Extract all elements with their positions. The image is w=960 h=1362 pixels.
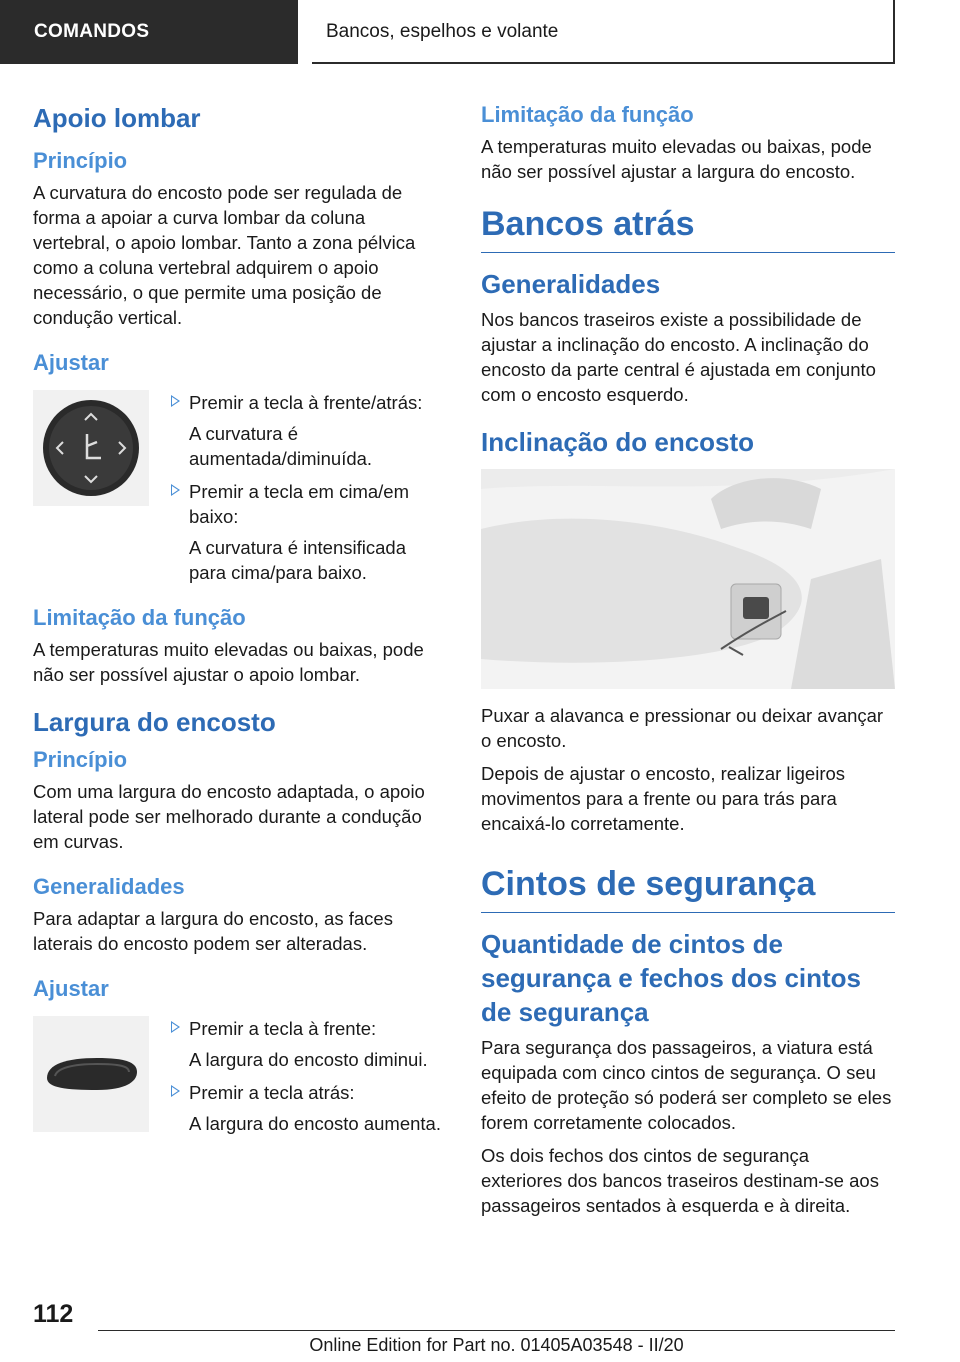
heading-inclinacao: Inclinação do encosto — [481, 427, 755, 457]
footer-divider — [98, 1330, 895, 1331]
rear-seat-photo — [481, 469, 895, 689]
heading-apoio-lombar: Apoio lombar — [33, 103, 201, 133]
step-result: A curvatura é intensificada para cima/para baixo. — [189, 537, 406, 583]
step-width-back — [171, 1080, 447, 1136]
paragraph-inclinacao-1: Puxar a alavanca e pressionar ou deixar avançar o encosto. — [481, 705, 884, 751]
adjust-width-block — [33, 1016, 447, 1136]
paragraph-principio: A curvatura do encosto pode ser regulada de forma a apoiar a curva lombar da coluna vertebral, o apoio lombar. Tanto a zona pélvica como a coluna vertebral adquirem o apoio necessário, o que permite uma posição de condução vertical. — [33, 182, 416, 328]
bullet-triangle-icon — [171, 1021, 180, 1033]
heading-ajustar: Ajustar — [33, 350, 109, 375]
bullet-triangle-icon — [171, 395, 180, 407]
header-section: COMANDOS — [0, 0, 298, 64]
footer-edition: Online Edition for Part no. 01405A03548 - II/20 — [309, 1335, 684, 1355]
header-chapter: Bancos, espelhos e volante — [312, 0, 895, 64]
step-width-front — [171, 1016, 447, 1072]
paragraph-limitacao-2: A temperaturas muito elevadas ou baixas, pode não ser possível ajustar a largura do encosto. — [481, 136, 872, 182]
step-action: Premir a tecla atrás: — [189, 1082, 355, 1103]
paragraph-quantidade-1: Para segurança dos passageiros, a viatura está equipada com cinco cintos de segurança. O seu efeito de proteção só poderá ser completo se eles forem corretamente colocados. — [481, 1037, 892, 1133]
bullet-triangle-icon — [171, 1085, 180, 1097]
step-lumbar-up-down — [171, 479, 447, 585]
paragraph-generalidades-2: Nos bancos traseiros existe a possibilidade de ajustar a inclinação do encosto. A inclinação do encosto da parte central é ajustada em conjunto com o encosto esquerdo. — [481, 309, 876, 405]
paragraph-limitacao: A temperaturas muito elevadas ou baixas, pode não ser possível ajustar o apoio lombar. — [33, 639, 424, 685]
step-result: A largura do encosto diminui. — [189, 1049, 428, 1070]
lumbar-control-image — [33, 390, 149, 506]
step-result: A curvatura é aumentada/diminuída. — [189, 423, 373, 469]
adjust-lumbar-block — [33, 390, 447, 585]
heading-principio: Princípio — [33, 148, 128, 173]
lumbar-switch-icon — [37, 394, 145, 502]
heading-principio-2: Princípio — [33, 747, 128, 772]
heading-ajustar-2: Ajustar — [33, 976, 109, 1001]
step-action: Premir a tecla à frente: — [189, 1018, 377, 1039]
heading-limitacao: Limitação da função — [33, 605, 246, 630]
step-result: A largura do encosto aumenta. — [189, 1113, 441, 1134]
bullet-triangle-icon — [171, 484, 180, 496]
paragraph-generalidades: Para adaptar a largura do encosto, as faces laterais do encosto podem ser alteradas. — [33, 908, 393, 954]
paragraph-quantidade-2: Os dois fechos dos cintos de segurança exteriores dos bancos traseiros destinam-se aos passageiros sentados à esquerda e à direita. — [481, 1145, 879, 1216]
step-lumbar-front-back — [171, 390, 447, 471]
heading-limitacao-2: Limitação da função — [481, 102, 694, 127]
heading-generalidades: Generalidades — [33, 874, 185, 899]
left-column — [33, 100, 447, 1136]
page-number: 112 — [33, 1300, 74, 1328]
paragraph-principio-2: Com uma largura do encosto adaptada, o apoio lateral pode ser melhorado durante a condução em curvas. — [33, 781, 425, 852]
heading-generalidades-2: Generalidades — [481, 269, 661, 299]
rear-seat-lever-image — [481, 469, 895, 689]
heading-bancos-atras: Bancos atrás — [481, 202, 895, 253]
step-action: Premir a tecla em cima/em baixo: — [189, 481, 409, 527]
paragraph-inclinacao-2: Depois de ajustar o encosto, realizar ligeiros movimentos para a frente ou para trás para encaixá-lo corretamente. — [481, 763, 846, 834]
width-switch-icon — [37, 1044, 145, 1104]
heading-largura-encosto: Largura do encosto — [33, 707, 276, 737]
width-control-image — [33, 1016, 149, 1132]
heading-quantidade-cintos: Quantidade de cintos de segurança e fechos dos cintos de segurança — [481, 929, 862, 1027]
right-column — [481, 100, 895, 1218]
heading-cintos-seguranca: Cintos de segurança — [481, 862, 895, 913]
step-action: Premir a tecla à frente/atrás: — [189, 392, 423, 413]
